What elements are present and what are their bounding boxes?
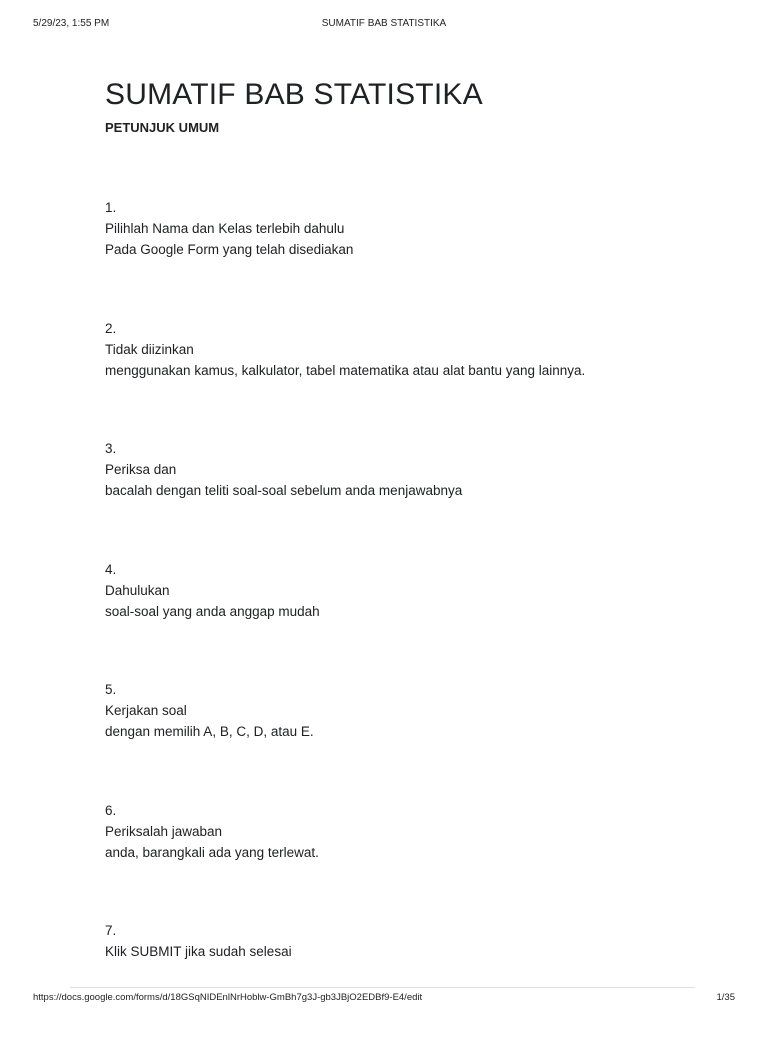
- instruction-line: Kerjakan soal: [105, 703, 187, 718]
- form-subtitle: PETUNJUK UMUM: [105, 120, 220, 135]
- instruction-line: anda, barangkali ada yang terlewat.: [105, 844, 319, 860]
- instruction-line: Pilihlah Nama dan Kelas terlebih dahulu: [105, 221, 345, 236]
- instruction-line: Periksa dan: [105, 462, 177, 477]
- instructions-list: [105, 197, 705, 1041]
- print-title: SUMATIF BAB STATISTIKA: [321, 18, 447, 29]
- print-footer: [0, 992, 768, 1012]
- instruction-number: 4.: [105, 561, 117, 577]
- instruction-line: bacalah dengan teliti soal-soal sebelum anda menjawabnya: [105, 483, 463, 498]
- instruction-item: [105, 920, 705, 1041]
- instruction-line: Dahulukan: [105, 582, 170, 598]
- instruction-item: [105, 679, 705, 800]
- print-date: 5/29/23, 1:55 PM: [33, 18, 110, 29]
- instruction-number: 6.: [105, 802, 117, 818]
- instruction-line: dengan memilih A, B, C, D, atau E.: [105, 724, 314, 739]
- instruction-number: 7.: [105, 923, 117, 938]
- footer-divider: [70, 987, 695, 988]
- instruction-line: Tidak diizinkan: [105, 341, 194, 357]
- instruction-line: menggunakan kamus, kalkulator, tabel matematika atau alat bantu yang lainnya.: [105, 362, 586, 378]
- instruction-item: [105, 438, 705, 559]
- page-number: 1/35: [716, 992, 735, 1003]
- instruction-item: [105, 197, 705, 318]
- instruction-number: 3.: [105, 441, 117, 456]
- instruction-line: Periksalah jawaban: [105, 823, 223, 839]
- instruction-line: Pada Google Form yang telah disediakan: [105, 242, 354, 257]
- print-header: [0, 0, 768, 40]
- instruction-number: 1.: [105, 200, 117, 215]
- instruction-item: [105, 559, 705, 680]
- form-title: SUMATIF BAB STATISTIKA: [105, 78, 483, 111]
- instruction-number: 2.: [105, 320, 117, 336]
- instruction-line: soal-soal yang anda anggap mudah: [105, 603, 320, 619]
- instruction-line: Klik SUBMIT jika sudah selesai: [105, 944, 292, 959]
- instruction-item: [105, 318, 705, 439]
- instruction-item: [105, 800, 705, 921]
- instruction-number: 5.: [105, 682, 117, 697]
- form-url-link[interactable]: https://docs.google.com/forms/d/18GSqNIDEnlNrHoblw-GmBh7g3J-gb3JBjO2EDBf9-E4/edit: [33, 992, 423, 1003]
